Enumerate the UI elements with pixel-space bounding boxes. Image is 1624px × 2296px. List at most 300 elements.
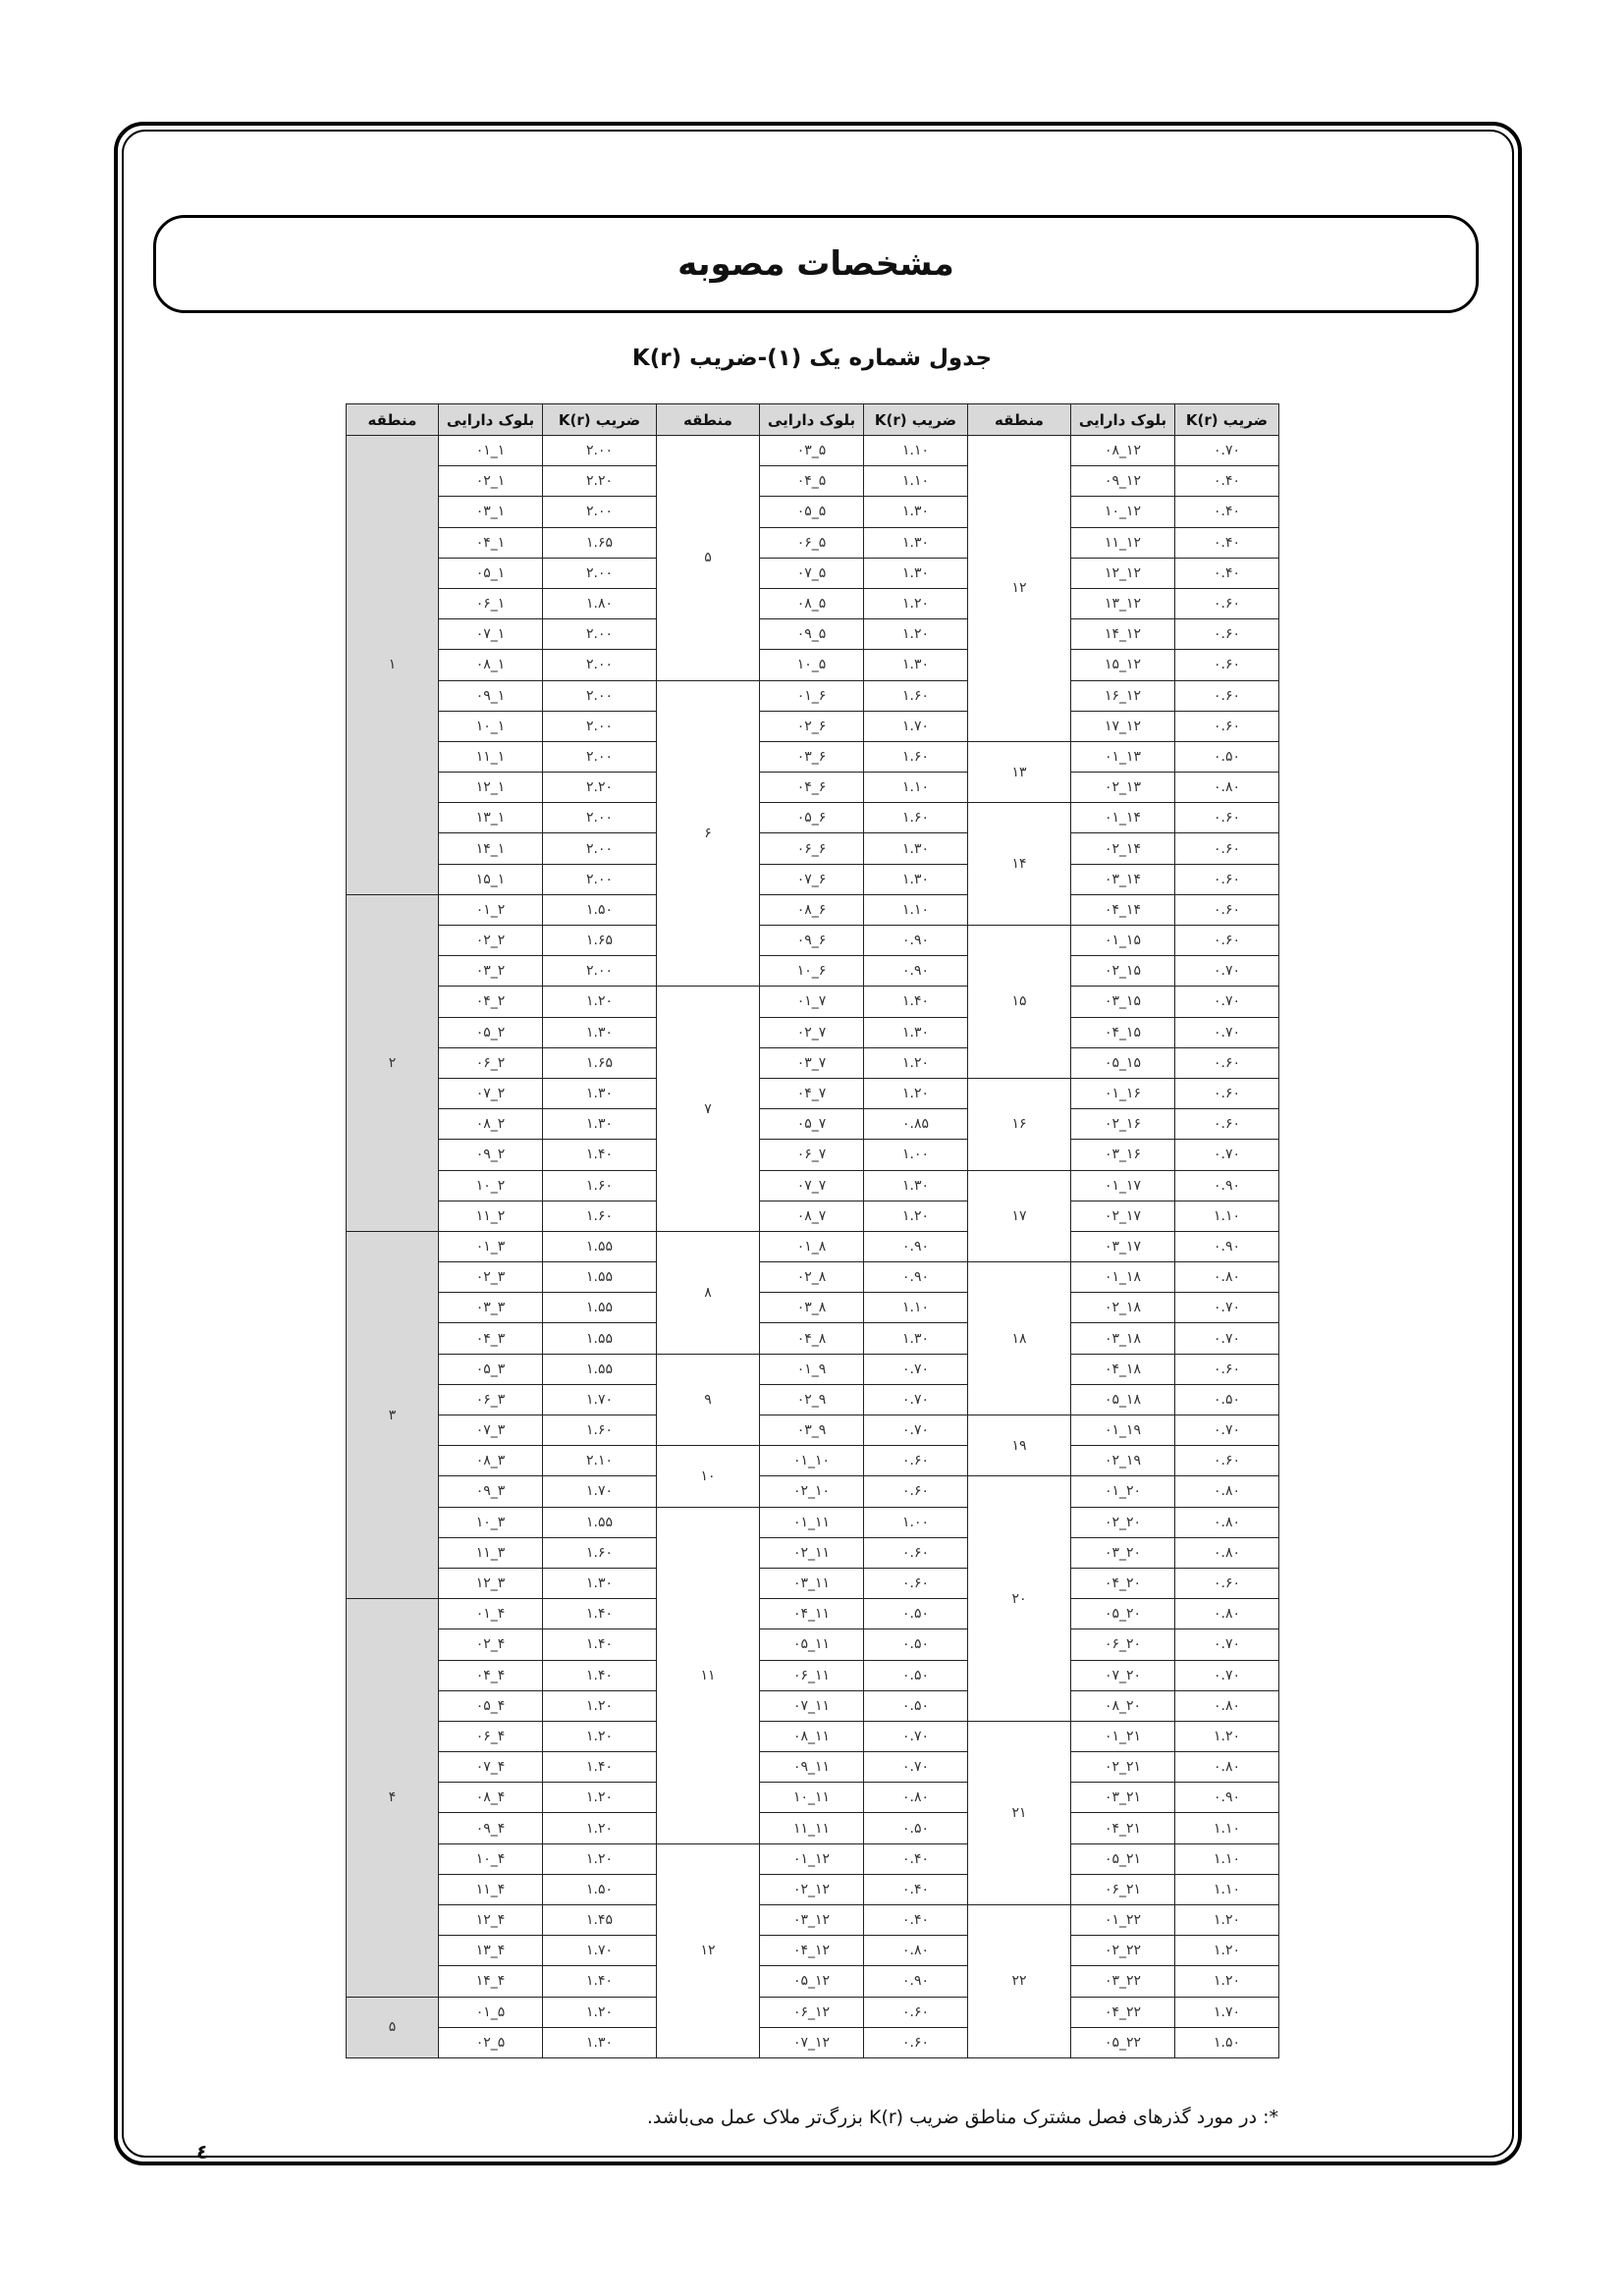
kr-coef-cell: ۱.۲۰ (543, 1690, 657, 1721)
kr-coef-cell: ۲.۰۰ (543, 741, 657, 772)
block-cell: ۱_۰۴ (439, 527, 543, 558)
block-cell: ۴_۱۴ (439, 1966, 543, 1997)
block-cell: ۱۲_۰۸ (1071, 436, 1175, 466)
table-row (347, 1507, 1279, 1537)
block-cell: ۱_۱۰ (439, 711, 543, 741)
kr-coef-cell: ۰.۸۰ (1175, 1690, 1279, 1721)
table-row (347, 1354, 1279, 1384)
table-row (347, 1078, 1279, 1108)
zone-cell: ۷ (657, 987, 760, 1232)
kr-coef-cell: ۰.۷۰ (864, 1752, 968, 1783)
block-cell: ۳_۰۵ (439, 1354, 543, 1384)
table-row (347, 466, 1279, 497)
table-row (347, 1813, 1279, 1843)
kr-coef-cell: ۰.۹۰ (864, 926, 968, 956)
kr-coef-cell: ۱.۴۰ (543, 1629, 657, 1660)
block-cell: ۱۲_۱۲ (1071, 558, 1175, 588)
kr-coef-cell: ۲.۰۰ (543, 803, 657, 833)
zone-cell: ۲ (347, 894, 439, 1231)
kr-coef-cell: ۲.۱۰ (543, 1446, 657, 1476)
kr-coef-cell: ۱.۶۰ (864, 741, 968, 772)
kr-coef-cell: ۱.۳۰ (543, 2027, 657, 2057)
kr-coef-cell: ۰.۸۰ (1175, 1599, 1279, 1629)
header-block: بلوک دارایی (760, 404, 864, 436)
kr-coef-cell: ۰.۶۰ (1175, 1078, 1279, 1108)
block-cell: ۵_۰۶ (760, 527, 864, 558)
table-row (347, 650, 1279, 680)
block-cell: ۱۵_۰۱ (1071, 926, 1175, 956)
kr-coef-cell: ۱.۱۰ (1175, 1813, 1279, 1843)
table-row (347, 1415, 1279, 1446)
block-cell: ۱۴_۰۴ (1071, 894, 1175, 925)
kr-coef-cell: ۱.۲۰ (543, 1783, 657, 1813)
block-cell: ۱۴_۰۳ (1071, 864, 1175, 894)
kr-coef-cell: ۱.۶۵ (543, 1047, 657, 1078)
kr-coef-cell: ۲.۰۰ (543, 497, 657, 527)
block-cell: ۱۳_۰۱ (1071, 741, 1175, 772)
block-cell: ۱۱_۰۳ (760, 1568, 864, 1598)
block-cell: ۳_۰۳ (439, 1293, 543, 1323)
kr-coef-cell: ۰.۸۰ (1175, 1537, 1279, 1568)
block-cell: ۶_۰۸ (760, 894, 864, 925)
kr-coef-cell: ۰.۶۰ (1175, 711, 1279, 741)
block-cell: ۱_۰۵ (439, 558, 543, 588)
block-cell: ۴_۱۳ (439, 1936, 543, 1966)
kr-coef-cell: ۱.۲۰ (543, 1997, 657, 2027)
block-cell: ۱_۰۸ (439, 650, 543, 680)
kr-coef-cell: ۱.۱۰ (864, 894, 968, 925)
block-cell: ۴_۰۴ (439, 1660, 543, 1690)
block-cell: ۲۰_۰۸ (1071, 1690, 1175, 1721)
kr-coef-cell: ۲.۰۰ (543, 711, 657, 741)
kr-coef-cell: ۰.۵۰ (864, 1690, 968, 1721)
block-cell: ۲۲_۰۲ (1071, 1936, 1175, 1966)
kr-coef-cell: ۱.۱۰ (864, 773, 968, 803)
kr-coef-cell: ۰.۷۰ (1175, 1323, 1279, 1354)
table-row (347, 1936, 1279, 1966)
block-cell: ۷_۰۳ (760, 1047, 864, 1078)
table-row (347, 711, 1279, 741)
kr-coef-cell: ۰.۶۰ (864, 1476, 968, 1507)
kr-coef-cell: ۱.۲۰ (543, 1813, 657, 1843)
block-cell: ۳_۰۹ (439, 1476, 543, 1507)
block-cell: ۱۱_۰۶ (760, 1660, 864, 1690)
kr-coef-cell: ۰.۶۰ (1175, 833, 1279, 864)
block-cell: ۵_۰۷ (760, 558, 864, 588)
block-cell: ۱_۱۲ (439, 773, 543, 803)
block-cell: ۱۱_۰۴ (760, 1599, 864, 1629)
table-row (347, 1323, 1279, 1354)
kr-coef-cell: ۱.۷۰ (543, 1936, 657, 1966)
kr-coef-cell: ۰.۹۰ (1175, 1783, 1279, 1813)
zone-cell: ۶ (657, 680, 760, 987)
kr-coef-cell: ۱.۶۰ (543, 1537, 657, 1568)
kr-coef-cell: ۱.۸۰ (543, 588, 657, 618)
kr-coef-cell: ۱.۳۰ (543, 1568, 657, 1598)
kr-coef-cell: ۱.۲۰ (543, 987, 657, 1017)
table-row (347, 1690, 1279, 1721)
block-cell: ۴_۱۰ (439, 1843, 543, 1874)
block-cell: ۱۲_۰۷ (760, 2027, 864, 2057)
kr-coef-cell: ۰.۸۰ (864, 1783, 968, 1813)
kr-coef-cell: ۰.۷۰ (1175, 1140, 1279, 1170)
kr-coef-cell: ۱.۲۰ (864, 1078, 968, 1108)
kr-coef-cell: ۱.۲۰ (864, 588, 968, 618)
header-zone: منطقه (968, 404, 1071, 436)
kr-coef-cell: ۱.۲۰ (1175, 1721, 1279, 1751)
kr-coef-cell: ۱.۳۰ (864, 864, 968, 894)
block-cell: ۱۸_۰۱ (1071, 1262, 1175, 1293)
kr-coef-cell: ۱.۱۰ (1175, 1843, 1279, 1874)
block-cell: ۴_۱۲ (439, 1905, 543, 1936)
kr-coef-cell: ۲.۰۰ (543, 558, 657, 588)
kr-coef-cell: ۰.۴۰ (1175, 466, 1279, 497)
kr-coef-cell: ۰.۶۰ (1175, 650, 1279, 680)
block-cell: ۲۲_۰۳ (1071, 1966, 1175, 1997)
title-banner (153, 215, 1479, 313)
kr-coef-cell: ۰.۶۰ (1175, 1047, 1279, 1078)
block-cell: ۸_۰۴ (760, 1323, 864, 1354)
block-cell: ۷_۰۸ (760, 1201, 864, 1231)
block-cell: ۱۱_۱۰ (760, 1783, 864, 1813)
block-cell: ۲_۰۳ (439, 956, 543, 987)
block-cell: ۷_۰۵ (760, 1109, 864, 1140)
kr-coef-cell: ۰.۶۰ (1175, 619, 1279, 650)
kr-coef-cell: ۰.۹۰ (1175, 1170, 1279, 1201)
kr-coef-cell: ۲.۰۰ (543, 619, 657, 650)
block-cell: ۱۱_۰۱ (760, 1507, 864, 1537)
kr-coef-cell: ۱.۰۰ (864, 1140, 968, 1170)
kr-coef-cell: ۱.۵۵ (543, 1354, 657, 1384)
table-row (347, 741, 1279, 772)
kr-coef-cell: ۰.۵۰ (1175, 741, 1279, 772)
table-row (347, 894, 1279, 925)
kr-coef-cell: ۰.۶۰ (1175, 864, 1279, 894)
block-cell: ۱۵_۰۲ (1071, 956, 1175, 987)
block-cell: ۴_۰۵ (439, 1690, 543, 1721)
kr-coef-cell: ۲.۰۰ (543, 650, 657, 680)
block-cell: ۱۸_۰۴ (1071, 1354, 1175, 1384)
table-row (347, 1997, 1279, 2027)
zone-cell: ۱۸ (968, 1262, 1071, 1415)
kr-coef-cell: ۱.۲۰ (543, 1843, 657, 1874)
header-coef: ضریب K(r) (864, 404, 968, 436)
kr-coef-cell: ۰.۷۰ (1175, 1660, 1279, 1690)
block-cell: ۱۵_۰۴ (1071, 1017, 1175, 1047)
zone-cell: ۱ (347, 436, 439, 895)
table-row (347, 1384, 1279, 1415)
block-cell: ۱_۰۹ (439, 680, 543, 711)
block-cell: ۳_۰۱ (439, 1231, 543, 1261)
kr-coef-cell: ۰.۶۰ (1175, 803, 1279, 833)
kr-coef-cell: ۲.۲۰ (543, 466, 657, 497)
block-cell: ۱۵_۰۵ (1071, 1047, 1175, 1078)
zone-cell: ۳ (347, 1231, 439, 1598)
block-cell: ۹_۰۲ (760, 1384, 864, 1415)
block-cell: ۳_۰۴ (439, 1323, 543, 1354)
block-cell: ۴_۱۱ (439, 1874, 543, 1904)
kr-coef-cell: ۰.۴۰ (864, 1874, 968, 1904)
kr-coef-cell: ۰.۷۰ (864, 1721, 968, 1751)
kr-coef-cell: ۰.۶۰ (1175, 1568, 1279, 1598)
kr-coef-cell: ۰.۸۰ (1175, 1262, 1279, 1293)
block-cell: ۲_۰۲ (439, 926, 543, 956)
block-cell: ۵_۰۸ (760, 588, 864, 618)
block-cell: ۱۷_۰۲ (1071, 1201, 1175, 1231)
kr-coef-cell: ۱.۲۰ (864, 619, 968, 650)
kr-coef-cell: ۰.۶۰ (864, 1537, 968, 1568)
block-cell: ۴_۰۱ (439, 1599, 543, 1629)
kr-coef-cell: ۱.۵۵ (543, 1323, 657, 1354)
block-cell: ۱_۰۶ (439, 588, 543, 618)
kr-coef-cell: ۱.۳۰ (864, 650, 968, 680)
block-cell: ۱۶_۰۱ (1071, 1078, 1175, 1108)
kr-coef-cell: ۲.۲۰ (543, 773, 657, 803)
block-cell: ۵_۰۹ (760, 619, 864, 650)
block-cell: ۴_۰۹ (439, 1813, 543, 1843)
header-coef: ضریب K(r) (1175, 404, 1279, 436)
kr-coef-cell: ۱.۷۰ (543, 1476, 657, 1507)
table-row (347, 527, 1279, 558)
block-cell: ۱۵_۰۳ (1071, 987, 1175, 1017)
kr-coef-cell: ۱.۳۰ (864, 1170, 968, 1201)
block-cell: ۱۲_۱۵ (1071, 650, 1175, 680)
table-row (347, 1966, 1279, 1997)
kr-coef-cell: ۱.۶۰ (864, 680, 968, 711)
table-row (347, 1629, 1279, 1660)
kr-coef-cell: ۰.۴۰ (864, 1905, 968, 1936)
block-cell: ۶_۰۴ (760, 773, 864, 803)
block-cell: ۲۲_۰۱ (1071, 1905, 1175, 1936)
kr-coef-cell: ۱.۲۰ (864, 1047, 968, 1078)
block-cell: ۵_۰۴ (760, 466, 864, 497)
kr-coef-cell: ۰.۵۰ (864, 1660, 968, 1690)
block-cell: ۱۳_۰۲ (1071, 773, 1175, 803)
block-cell: ۹_۰۱ (760, 1354, 864, 1384)
table-row (347, 956, 1279, 987)
table-row (347, 619, 1279, 650)
block-cell: ۲۲_۰۵ (1071, 2027, 1175, 2057)
table-row (347, 926, 1279, 956)
kr-coef-cell: ۰.۷۰ (1175, 1017, 1279, 1047)
kr-coef-cell: ۱.۱۰ (864, 466, 968, 497)
block-cell: ۶_۰۶ (760, 833, 864, 864)
block-cell: ۵_۱۰ (760, 650, 864, 680)
kr-coef-cell: ۱.۵۰ (543, 894, 657, 925)
kr-coef-cell: ۰.۵۰ (864, 1629, 968, 1660)
block-cell: ۹_۰۳ (760, 1415, 864, 1446)
kr-coef-cell: ۰.۴۰ (1175, 527, 1279, 558)
block-cell: ۱۸_۰۲ (1071, 1293, 1175, 1323)
kr-coef-cell: ۱.۴۰ (543, 1966, 657, 1997)
table-row (347, 680, 1279, 711)
block-cell: ۱۲_۰۲ (760, 1874, 864, 1904)
kr-coef-cell: ۰.۶۰ (864, 1446, 968, 1476)
kr-coef-cell: ۰.۸۰ (1175, 1476, 1279, 1507)
table-row (347, 436, 1279, 466)
kr-coef-cell: ۰.۶۰ (864, 1997, 968, 2027)
table-row (347, 1476, 1279, 1507)
zone-cell: ۸ (657, 1231, 760, 1354)
block-cell: ۸_۰۳ (760, 1293, 864, 1323)
kr-coef-cell: ۰.۵۰ (864, 1599, 968, 1629)
kr-coef-cell: ۲.۰۰ (543, 956, 657, 987)
kr-coef-cell: ۰.۷۰ (1175, 1415, 1279, 1446)
table-header-row (347, 404, 1279, 436)
block-cell: ۱۲_۰۱ (760, 1843, 864, 1874)
kr-coef-cell: ۱.۳۰ (864, 527, 968, 558)
kr-coef-cell: ۱.۴۰ (864, 987, 968, 1017)
block-cell: ۱_۱۴ (439, 833, 543, 864)
kr-coef-cell: ۰.۸۰ (1175, 773, 1279, 803)
block-cell: ۱۱_۰۲ (760, 1537, 864, 1568)
block-cell: ۱۷_۰۱ (1071, 1170, 1175, 1201)
block-cell: ۲_۰۸ (439, 1109, 543, 1140)
block-cell: ۲_۰۶ (439, 1047, 543, 1078)
block-cell: ۲۰_۰۶ (1071, 1629, 1175, 1660)
kr-coef-cell: ۱.۲۰ (543, 1721, 657, 1751)
block-cell: ۲۰_۰۴ (1071, 1568, 1175, 1598)
zone-cell: ۱۶ (968, 1078, 1071, 1170)
kr-coef-cell: ۱.۵۵ (543, 1231, 657, 1261)
block-cell: ۲۱_۰۵ (1071, 1843, 1175, 1874)
kr-coef-cell: ۰.۷۰ (1175, 956, 1279, 987)
table-row (347, 1721, 1279, 1751)
block-cell: ۶_۱۰ (760, 956, 864, 987)
table-row (347, 1293, 1279, 1323)
block-cell: ۵_۰۲ (439, 2027, 543, 2057)
block-cell: ۷_۰۶ (760, 1140, 864, 1170)
block-cell: ۱_۱۳ (439, 803, 543, 833)
kr-coef-cell: ۱.۷۰ (543, 1384, 657, 1415)
page-number: ٤ (196, 2140, 209, 2163)
table-row (347, 497, 1279, 527)
block-cell: ۱۰_۰۲ (760, 1476, 864, 1507)
block-cell: ۱۱_۱۱ (760, 1813, 864, 1843)
kr-coef-cell: ۲.۰۰ (543, 833, 657, 864)
block-cell: ۵_۰۱ (439, 1997, 543, 2027)
kr-coef-cell: ۱.۵۰ (543, 1874, 657, 1904)
block-cell: ۱۴_۰۱ (1071, 803, 1175, 833)
table-row (347, 803, 1279, 833)
block-cell: ۳_۰۶ (439, 1384, 543, 1415)
block-cell: ۲_۰۹ (439, 1140, 543, 1170)
block-cell: ۱۲_۱۰ (1071, 497, 1175, 527)
kr-coef-cell: ۰.۵۰ (864, 1813, 968, 1843)
zone-cell: ۵ (347, 1997, 439, 2057)
kr-coef-cell: ۰.۶۰ (864, 2027, 968, 2057)
kr-coef-cell: ۰.۶۰ (864, 1568, 968, 1598)
table-row (347, 558, 1279, 588)
block-cell: ۲۰_۰۷ (1071, 1660, 1175, 1690)
kr-coef-cell: ۲.۰۰ (543, 864, 657, 894)
block-cell: ۴_۰۷ (439, 1752, 543, 1783)
kr-coef-cell: ۲.۰۰ (543, 680, 657, 711)
table-row (347, 1537, 1279, 1568)
zone-cell: ۲۰ (968, 1476, 1071, 1722)
kr-coef-cell: ۰.۵۰ (1175, 1384, 1279, 1415)
kr-coef-cell: ۱.۶۵ (543, 527, 657, 558)
zone-cell: ۱۳ (968, 741, 1071, 802)
kr-coef-cell: ۱.۷۰ (864, 711, 968, 741)
zone-cell: ۱۵ (968, 926, 1071, 1079)
kr-coef-cell: ۰.۴۰ (1175, 558, 1279, 588)
block-cell: ۱۲_۰۳ (760, 1905, 864, 1936)
table-row (347, 1568, 1279, 1598)
kr-coef-cell: ۰.۴۰ (864, 1843, 968, 1874)
block-cell: ۱۲_۱۷ (1071, 711, 1175, 741)
block-cell: ۳_۱۱ (439, 1537, 543, 1568)
table-row (347, 1874, 1279, 1904)
kr-coef-cell: ۲.۰۰ (543, 436, 657, 466)
block-cell: ۴_۰۲ (439, 1629, 543, 1660)
kr-coef-cell: ۱.۵۰ (1175, 2027, 1279, 2057)
table-row (347, 1017, 1279, 1047)
kr-coef-cell: ۰.۶۰ (1175, 1354, 1279, 1384)
zone-cell: ۱۴ (968, 803, 1071, 926)
kr-coef-cell: ۱.۳۰ (543, 1078, 657, 1108)
block-cell: ۱۴_۰۲ (1071, 833, 1175, 864)
kr-coef-cell: ۱.۱۰ (1175, 1874, 1279, 1904)
kr-coef-cell: ۰.۶۰ (1175, 588, 1279, 618)
block-cell: ۲۰_۰۱ (1071, 1476, 1175, 1507)
block-cell: ۳_۱۰ (439, 1507, 543, 1537)
block-cell: ۱۸_۰۳ (1071, 1323, 1175, 1354)
kr-coef-cell: ۰.۸۵ (864, 1109, 968, 1140)
kr-coef-cell: ۰.۶۰ (1175, 1446, 1279, 1476)
block-cell: ۴_۰۶ (439, 1721, 543, 1751)
kr-coef-cell: ۱.۲۰ (1175, 1936, 1279, 1966)
zone-cell: ۱۲ (657, 1843, 760, 2057)
block-cell: ۱۹_۰۲ (1071, 1446, 1175, 1476)
kr-coef-cell: ۰.۴۰ (1175, 497, 1279, 527)
block-cell: ۲۱_۰۱ (1071, 1721, 1175, 1751)
kr-coef-cell: ۱.۴۰ (543, 1660, 657, 1690)
block-cell: ۵_۰۳ (760, 436, 864, 466)
zone-cell: ۴ (347, 1599, 439, 1997)
block-cell: ۲۱_۰۲ (1071, 1752, 1175, 1783)
kr-coef-cell: ۰.۷۰ (1175, 436, 1279, 466)
block-cell: ۱_۱۵ (439, 864, 543, 894)
block-cell: ۲۱_۰۴ (1071, 1813, 1175, 1843)
kr-coef-cell: ۰.۷۰ (864, 1384, 968, 1415)
zone-cell: ۱۹ (968, 1415, 1071, 1476)
table-row (347, 1109, 1279, 1140)
table-row (347, 773, 1279, 803)
block-cell: ۳_۰۷ (439, 1415, 543, 1446)
kr-coef-cell: ۱.۳۰ (864, 1017, 968, 1047)
table-row (347, 1201, 1279, 1231)
block-cell: ۶_۰۳ (760, 741, 864, 772)
zone-cell: ۲۱ (968, 1721, 1071, 1904)
kr-coef-cell: ۱.۰۰ (864, 1507, 968, 1537)
kr-coef-cell: ۱.۶۰ (864, 803, 968, 833)
block-cell: ۳_۰۲ (439, 1262, 543, 1293)
table-row (347, 1047, 1279, 1078)
kr-coef-cell: ۱.۵۵ (543, 1507, 657, 1537)
kr-coefficient-table (346, 403, 1279, 2058)
kr-coef-cell: ۰.۷۰ (1175, 987, 1279, 1017)
kr-coef-cell: ۰.۷۰ (1175, 1629, 1279, 1660)
block-cell: ۱۶_۰۲ (1071, 1109, 1175, 1140)
kr-coef-cell: ۰.۸۰ (1175, 1752, 1279, 1783)
table-row (347, 1843, 1279, 1874)
kr-coef-cell: ۰.۶۰ (1175, 926, 1279, 956)
block-cell: ۲۰_۰۳ (1071, 1537, 1175, 1568)
kr-coef-cell: ۰.۹۰ (864, 1262, 968, 1293)
kr-coef-cell: ۰.۸۰ (864, 1936, 968, 1966)
block-cell: ۶_۰۲ (760, 711, 864, 741)
